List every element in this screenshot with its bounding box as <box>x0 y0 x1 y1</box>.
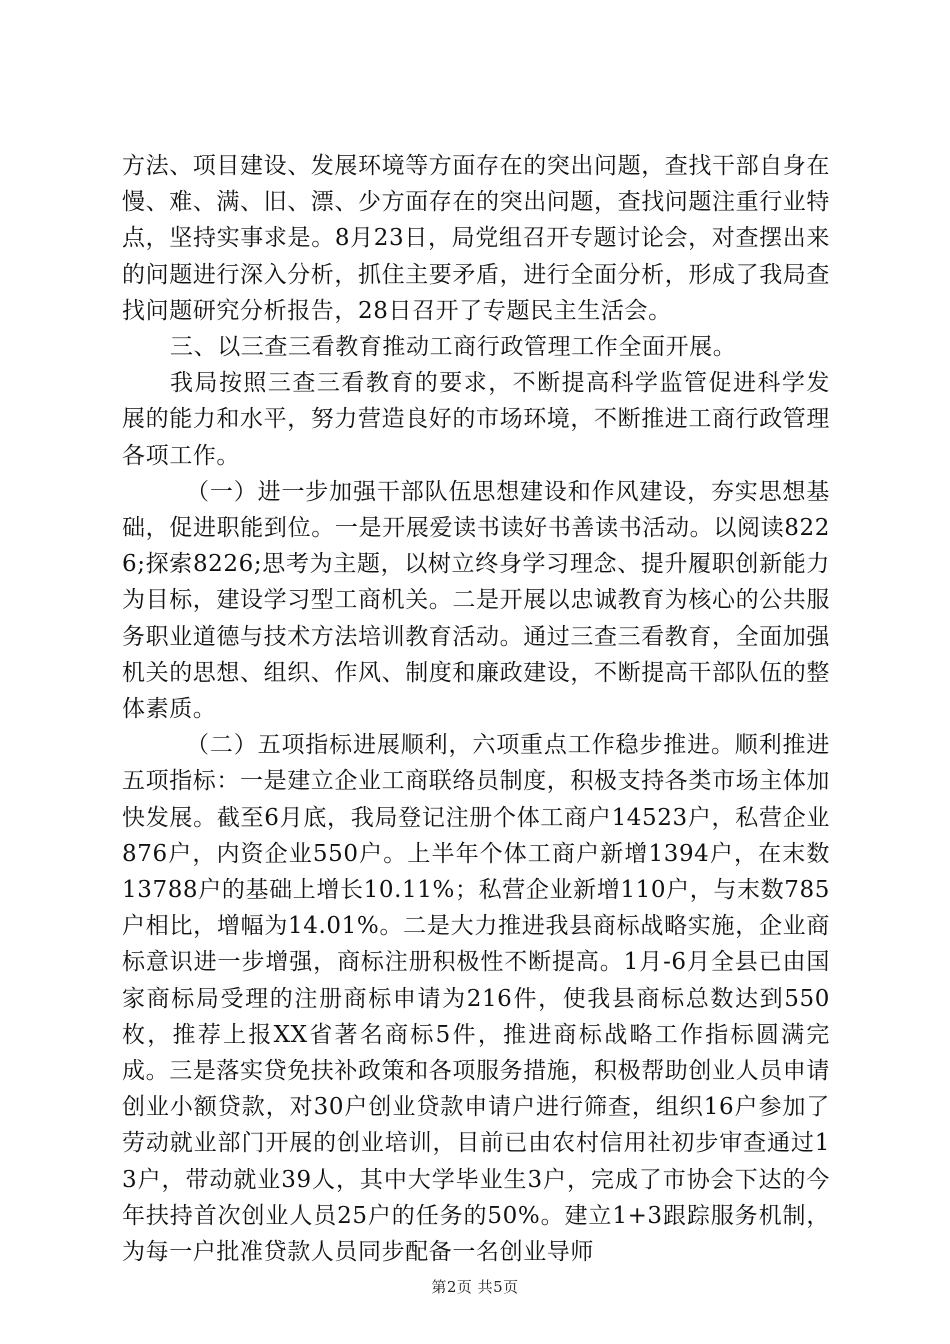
section-heading-three: 三、以三查三看教育推动工商行政管理工作全面开展。 <box>170 334 737 361</box>
document-body <box>122 148 830 1270</box>
paragraph-item-two: （二）五项指标进展顺利，六项重点工作稳步推进。顺利推进五项指标：一是建立企业工商联络员制度，积极支持各类市场主体加快发展。截至6月底，我局登记注册个体工商户14523户，私营企业876户，内资企业550户。上半年个体工商户新增1394户，在末数13788户的基础上增长10.11%；私营企业新增110户，与末数785户相比，增幅为14.01%。二是大力推进我县商标战略实施，企业商标意识进一步增强，商标注册积极性不断提高。1月-6月全县已由国家商标局受理的注册商标申请为216件，使我县商标总数达到550枚，推荐上报XX省著名商标5件，推进商标战略工作指标圆满完成。三是落实贷免扶补政策和各项服务措施，积极帮助创业人员申请创业小额贷款，对30户创业贷款申请户进行筛查，组织16户参加了劳动就业部门开展的创业培训，目前已由农村信用社初步审查通过13户，带动就业39人，其中大学毕业生3户，完成了市协会下达的今年扶持首次创业人员25户的任务的50%。建立1+3跟踪服务机制，为每一户批准贷款人员同步配备一名创业导师 <box>122 732 830 1266</box>
paragraph-continuation: 方法、项目建设、发展环境等方面存在的突出问题，查找干部自身在慢、难、满、旧、漂、少方面存在的突出问题，查找问题注重行业特点，坚持实事求是。8月23日，局党组召开专题讨论会，对查摆出来的问题进行深入分析，抓住主要矛盾，进行全面分析，形成了我局查找问题研究分析报告，28日召开了专题民主生活会。 <box>122 153 830 324</box>
paragraph-item-one: （一）进一步加强干部队伍思想建设和作风建设，夯实思想基础，促进职能到位。一是开展爱读书读好书善读书活动。以阅读8226;探索8226;思考为主题，以树立终身学习理念、提升履职创新能力为目标，建设学习型工商机关。二是开展以忠诚教育为核心的公共服务职业道德与技术方法培训教育活动。通过三查三看教育，全面加强机关的思想、组织、作风、制度和廉政建设，不断提高干部队伍的整体素质。 <box>122 478 830 723</box>
page-number-footer: 第2页 共5页 <box>431 1278 519 1296</box>
paragraph-intro: 我局按照三查三看教育的要求，不断提高科学监管促进科学发展的能力和水平，努力营造良好的市场环境，不断推进工商行政管理各项工作。 <box>122 370 830 469</box>
